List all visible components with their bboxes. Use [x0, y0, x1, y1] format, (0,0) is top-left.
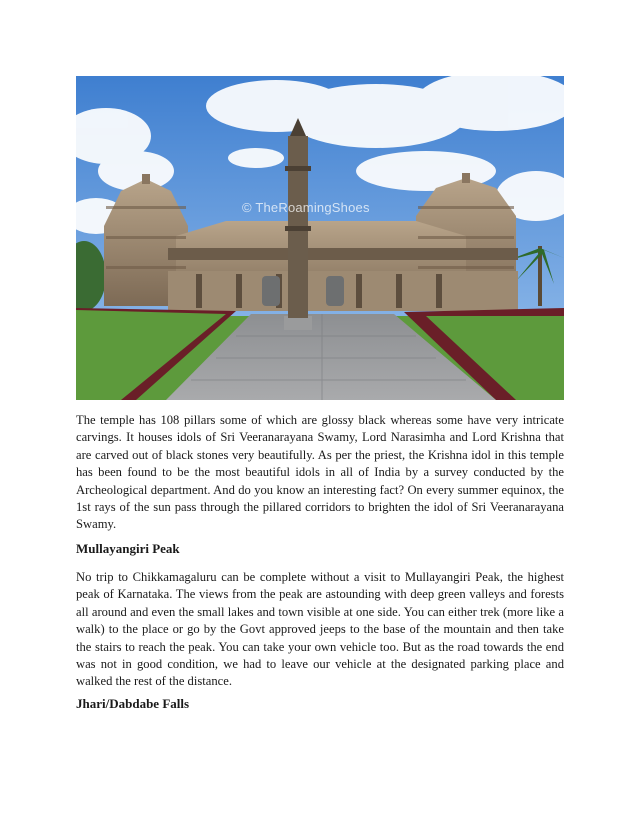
central-pillar: [284, 118, 312, 330]
temple-photo: [76, 76, 564, 400]
jhari-falls-heading: Jhari/Dabdabe Falls: [76, 696, 190, 711]
mullayangiri-heading: Mullayangiri Peak: [76, 541, 180, 556]
mullayangiri-paragraph: No trip to Chikkamagaluru can be complete without a visit to Mullayangiri Peak, the highest peak of Karnataka. The views from the peak are astounding with deep green valleys and forests all around and even the small lakes and town visible at one side. You can either trek (more like a walk) to the place or go by the Govt approved jeeps to the base of the mountain and then take the stairs to reach the peak. You can take your own vehicle too. But as the road towards the end was not in good condition, we had to leave our vehicle at the designated parking place and walked the rest of the distance.: [76, 570, 564, 689]
temple-description-paragraph: The temple has 108 pillars some of which are glossy black whereas some have very intricate carvings. It houses idols of Sri Veeranarayana Swamy, Lord Narasimha and Lord Krishna that are carved out of black stones very beautifully. As per the priest, the Krishna idol in this temple has been found to be the most beautiful idols in all of India by a survey conducted by the Archeological department. And do you know an interesting fact? On every summer equinox, the 1st rays of the sun pass through the pillared corridors to brighten the idol of Sri Veeranarayana Swamy.: [76, 413, 564, 532]
image-watermark: © TheRoamingShoes: [242, 200, 370, 215]
temple-illustration: [76, 76, 564, 400]
